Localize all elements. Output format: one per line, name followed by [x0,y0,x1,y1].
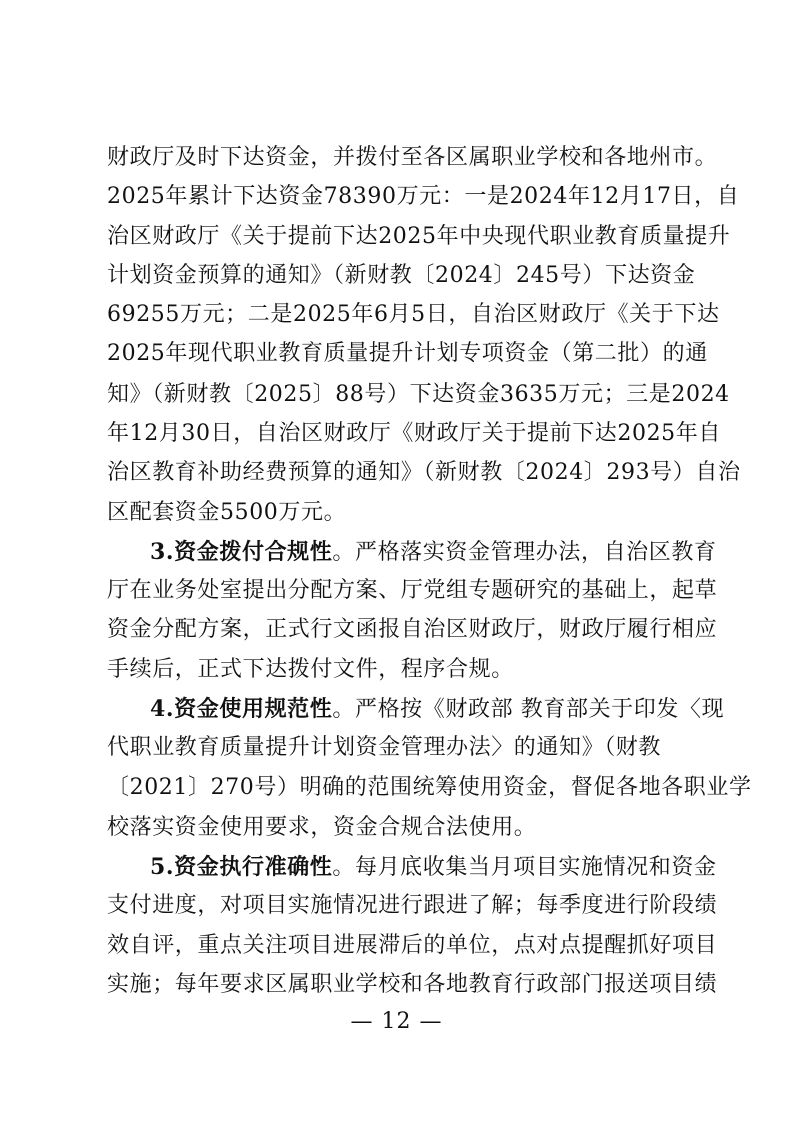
body-text-line: 厅在业务处室提出分配方案、厅党组专题研究的基础上，起草 [107,578,718,603]
body-text-line: 效自评，重点关注项目进展滞后的单位，点对点提醒抓好项目 [107,933,718,958]
body-text-line: 财政厅及时下达资金，并拨付至各区属职业学校和各地州市。 [107,145,718,170]
body-text-line: 2025年累计下达资金78390万元：一是2024年12月17日，自 [107,184,740,209]
body-text-line: 治区财政厅《关于提前下达2025年中央现代职业教育质量提升 [107,224,731,249]
body-text-line: 年12月30日，自治区财政厅《财政厅关于提前下达2025年自 [107,421,721,446]
body-text: 。每月底收集当月项目实施情况和资金 [332,855,717,880]
body-text-line: 计划资金预算的通知》（新财教〔2024〕245号）下达资金 [107,263,696,288]
section-heading-line [150,852,717,882]
body-text-line: 区配套资金5500万元。 [107,500,347,525]
body-text-line: 校落实资金使用要求，资金合规合法使用。 [107,815,537,840]
body-text-line: 知》（新财教〔2025〕88号）下达资金3635万元；三是2024 [107,382,730,407]
body-text: 。严格落实资金管理办法，自治区教育 [332,540,717,565]
body-text-line: 〔2021〕270号）明确的范围统筹使用资金，督促各地各职业学 [107,775,752,800]
body-text-line: 2025年现代职业教育质量提升计划专项资金（第二批）的通 [107,341,708,366]
page-number: — 12 — [350,1009,443,1034]
section-heading: 3.资金拨付合规性 [150,539,333,565]
body-text-line: 实施；每年要求区属职业学校和各地教育行政部门报送项目绩 [107,972,718,997]
body-text-line: 治区教育补助经费预算的通知》（新财教〔2024〕293号）自治 [107,460,741,485]
body-text-line: 代职业教育质量提升计划资金管理办法〉的通知》（财教 [107,735,662,760]
section-heading: 4.资金使用规范性 [150,696,333,722]
body-text-line: 支付进度，对项目实施情况进行跟进了解；每季度进行阶段绩 [107,893,718,918]
section-heading: 5.资金执行准确性 [150,854,333,880]
body-text: 。严格按《财政部 教育部关于印发〈现 [332,697,725,722]
section-heading-line [150,537,717,567]
body-text-line: 69255万元；二是2025年6月5日，自治区财政厅《关于下达 [107,302,720,327]
body-text-line: 手续后，正式下达拨付文件，程序合规。 [107,657,514,682]
section-heading-line [150,694,724,724]
body-text-line: 资金分配方案，正式行文函报自治区财政厅，财政厅履行相应 [107,617,718,642]
